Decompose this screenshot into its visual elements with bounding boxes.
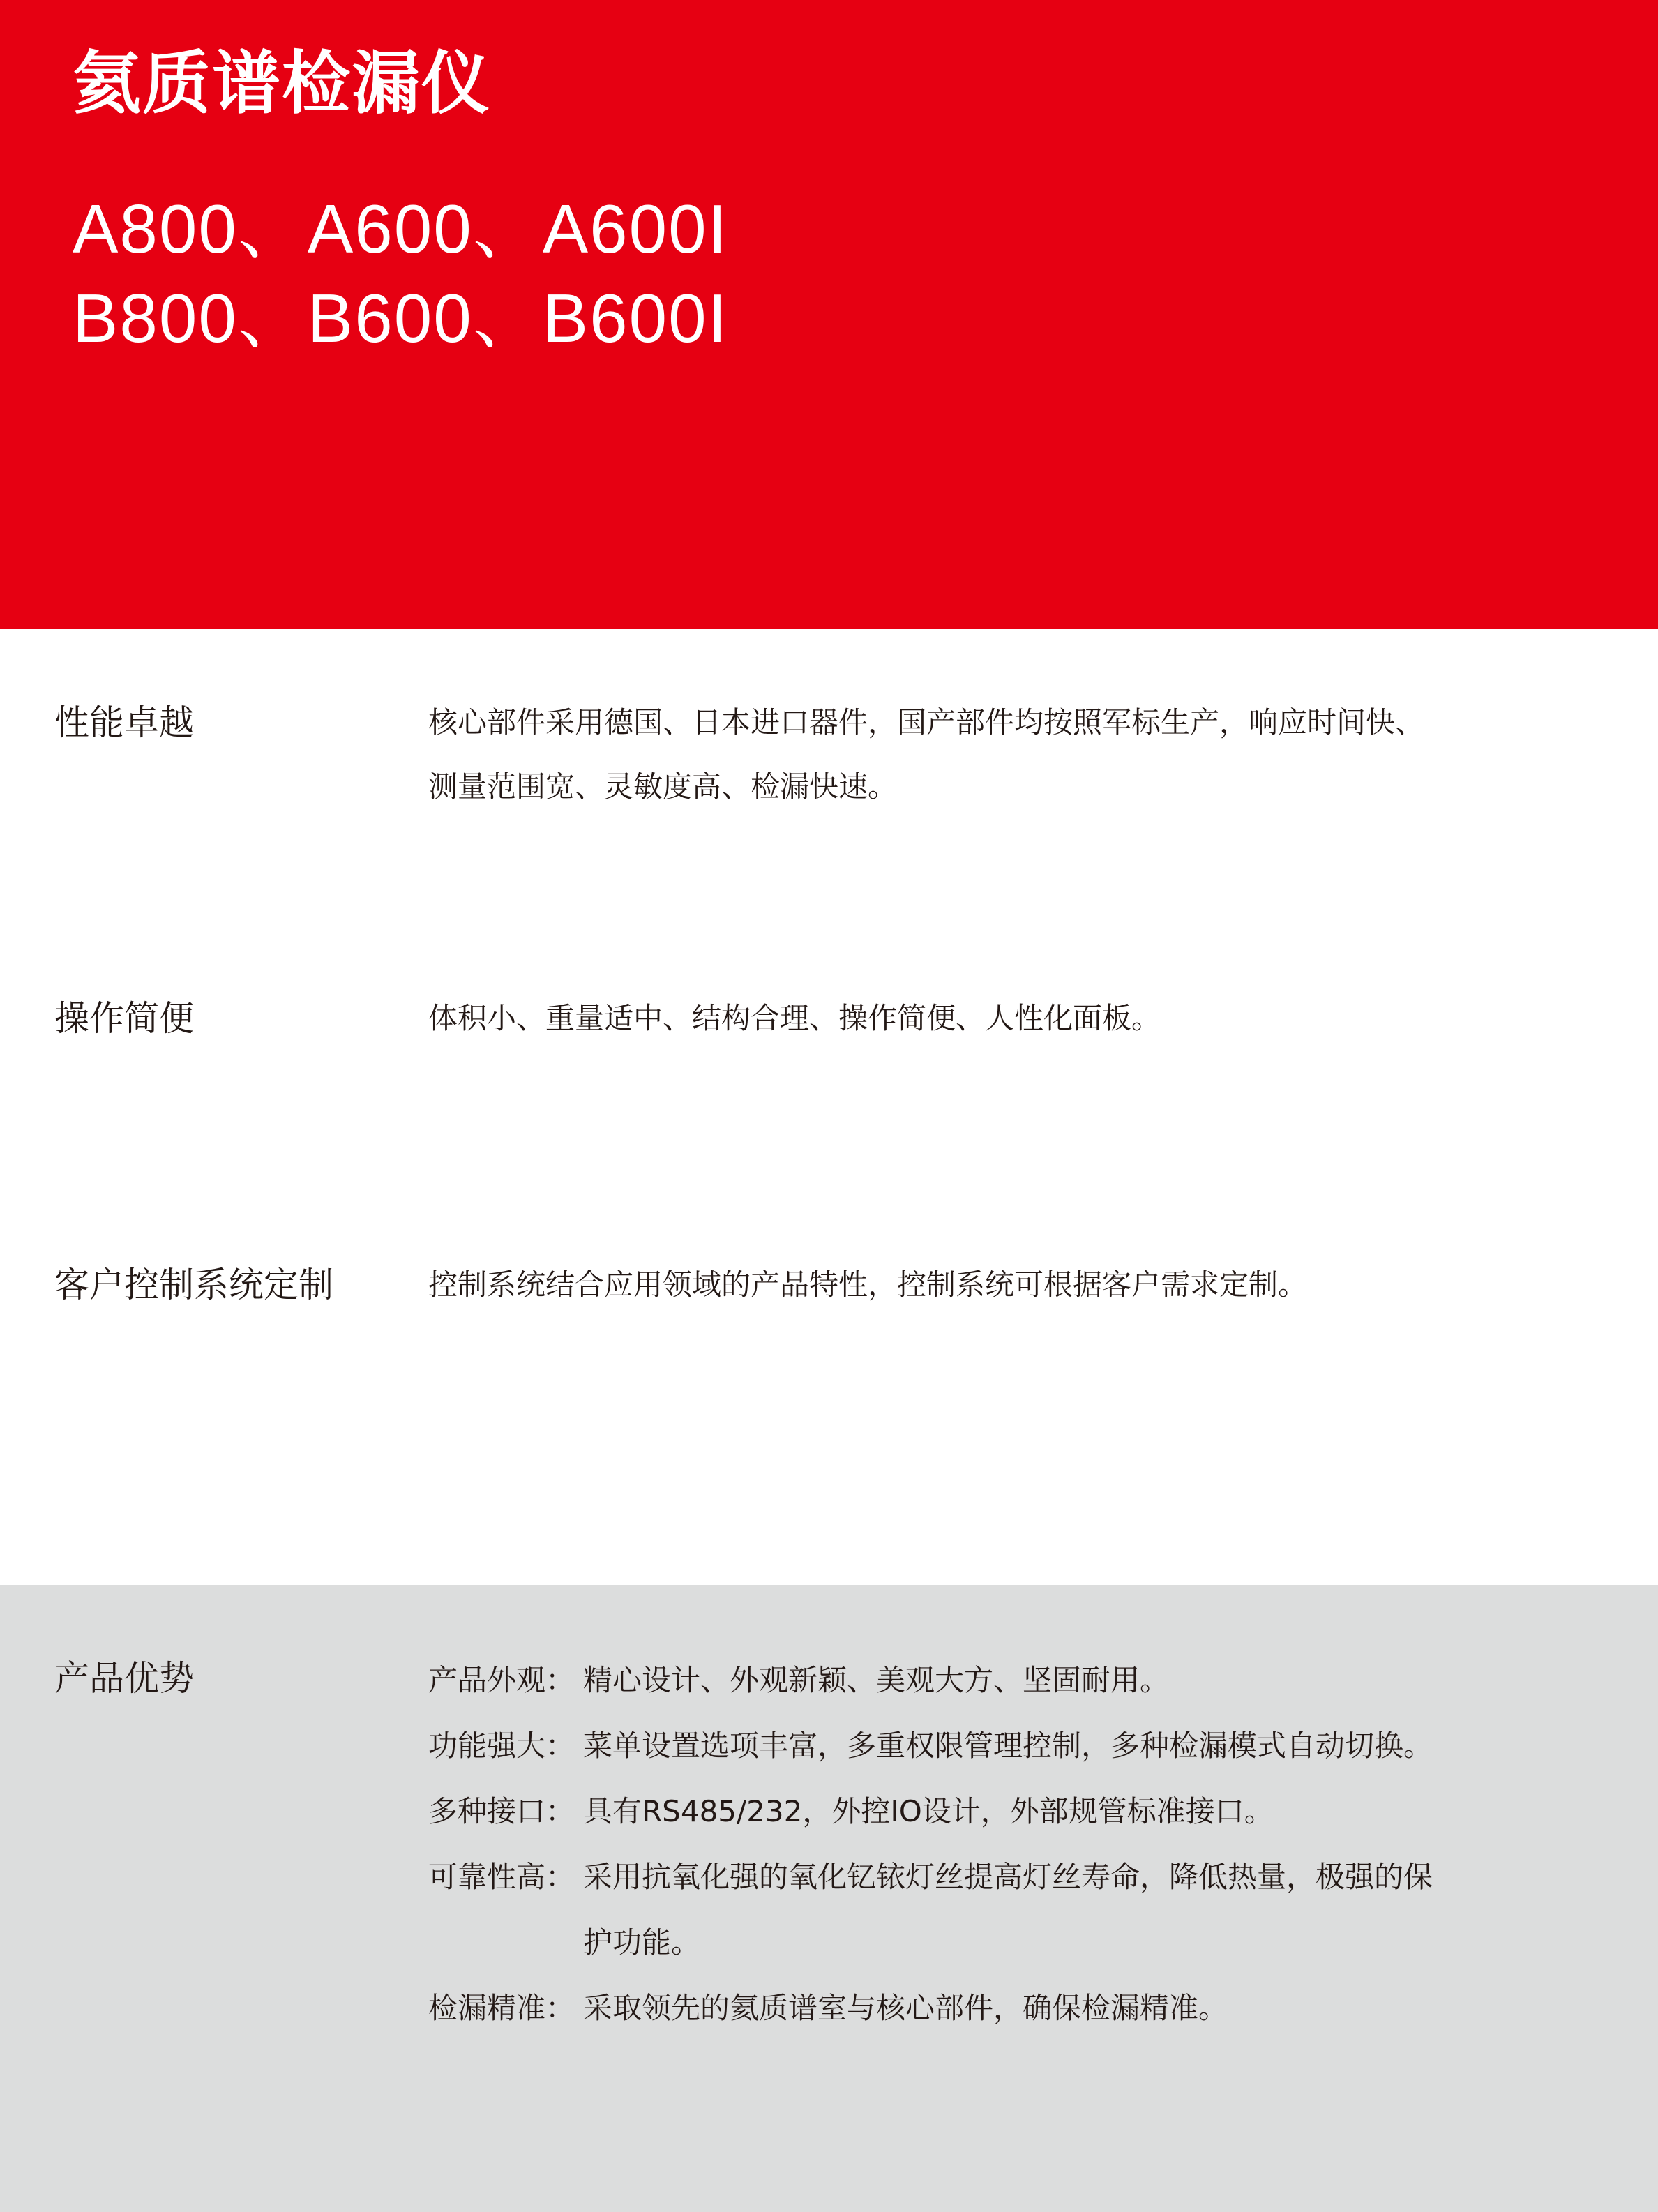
advantage-key: 产品外观：: [428, 1663, 575, 1697]
advantage-item: [428, 1713, 1572, 1779]
header-banner: [0, 0, 1658, 629]
advantage-item: [428, 1844, 1572, 1976]
advantage-item: [428, 1648, 1572, 1713]
advantage-value: [583, 1844, 1433, 1976]
advantage-item: [428, 1976, 1572, 2041]
advantage-line: 护功能。: [583, 1925, 701, 1959]
feature-label: 客户控制系统定制: [54, 1265, 333, 1305]
advantages-label: 产品优势: [54, 1658, 194, 1699]
advantage-key: 检漏精准：: [428, 1991, 575, 2025]
description-line: 体积小、重量适中、结构合理、操作简便、人性化面板。: [428, 1001, 1161, 1035]
advantage-key: 可靠性高：: [428, 1860, 575, 1894]
advantage-value: [583, 1779, 1274, 1844]
advantage-key: 多种接口：: [428, 1794, 575, 1828]
description-line: 测量范围宽、灵敏度高、检漏快速。: [428, 769, 898, 804]
feature-description: [428, 691, 1516, 819]
advantage-line: 采用抗氧化强的氧化钇铱灯丝提高灯丝寿命，降低热量，极强的保: [583, 1860, 1433, 1894]
advantage-line: 菜单设置选项丰富，多重权限管理控制，多种检漏模式自动切换。: [583, 1729, 1433, 1763]
advantage-value: [583, 1713, 1433, 1779]
feature-label: 性能卓越: [54, 702, 194, 743]
product-title: 氦质谱检漏仪: [73, 44, 492, 123]
description-line: 控制系统结合应用领域的产品特性，控制系统可根据客户需求定制。: [428, 1267, 1308, 1302]
advantage-value: [583, 1976, 1228, 2041]
advantage-line: 采取领先的氦质谱室与核心部件，确保检漏精准。: [583, 1991, 1228, 2025]
description-line: 核心部件采用德国、日本进口器件，国产部件均按照军标生产，响应时间快、: [428, 705, 1425, 739]
feature-label: 操作简便: [54, 998, 194, 1039]
feature-description: [428, 986, 1516, 1051]
advantage-line: 具有RS485/232，外控IO设计，外部规管标准接口。: [583, 1794, 1274, 1828]
advantage-line: 精心设计、外观新颖、美观大方、坚固耐用。: [583, 1663, 1170, 1697]
feature-description: [428, 1253, 1516, 1317]
advantages-list: [428, 1648, 1572, 2041]
advantage-key: 功能强大：: [428, 1729, 575, 1763]
model-line-b: B800、B600、B600I: [73, 280, 728, 356]
model-line-a: A800、A600、A600I: [73, 190, 728, 267]
advantage-item: [428, 1779, 1572, 1844]
model-list: [73, 184, 728, 363]
advantages-panel: [0, 1585, 1658, 2212]
advantage-value: [583, 1648, 1169, 1713]
